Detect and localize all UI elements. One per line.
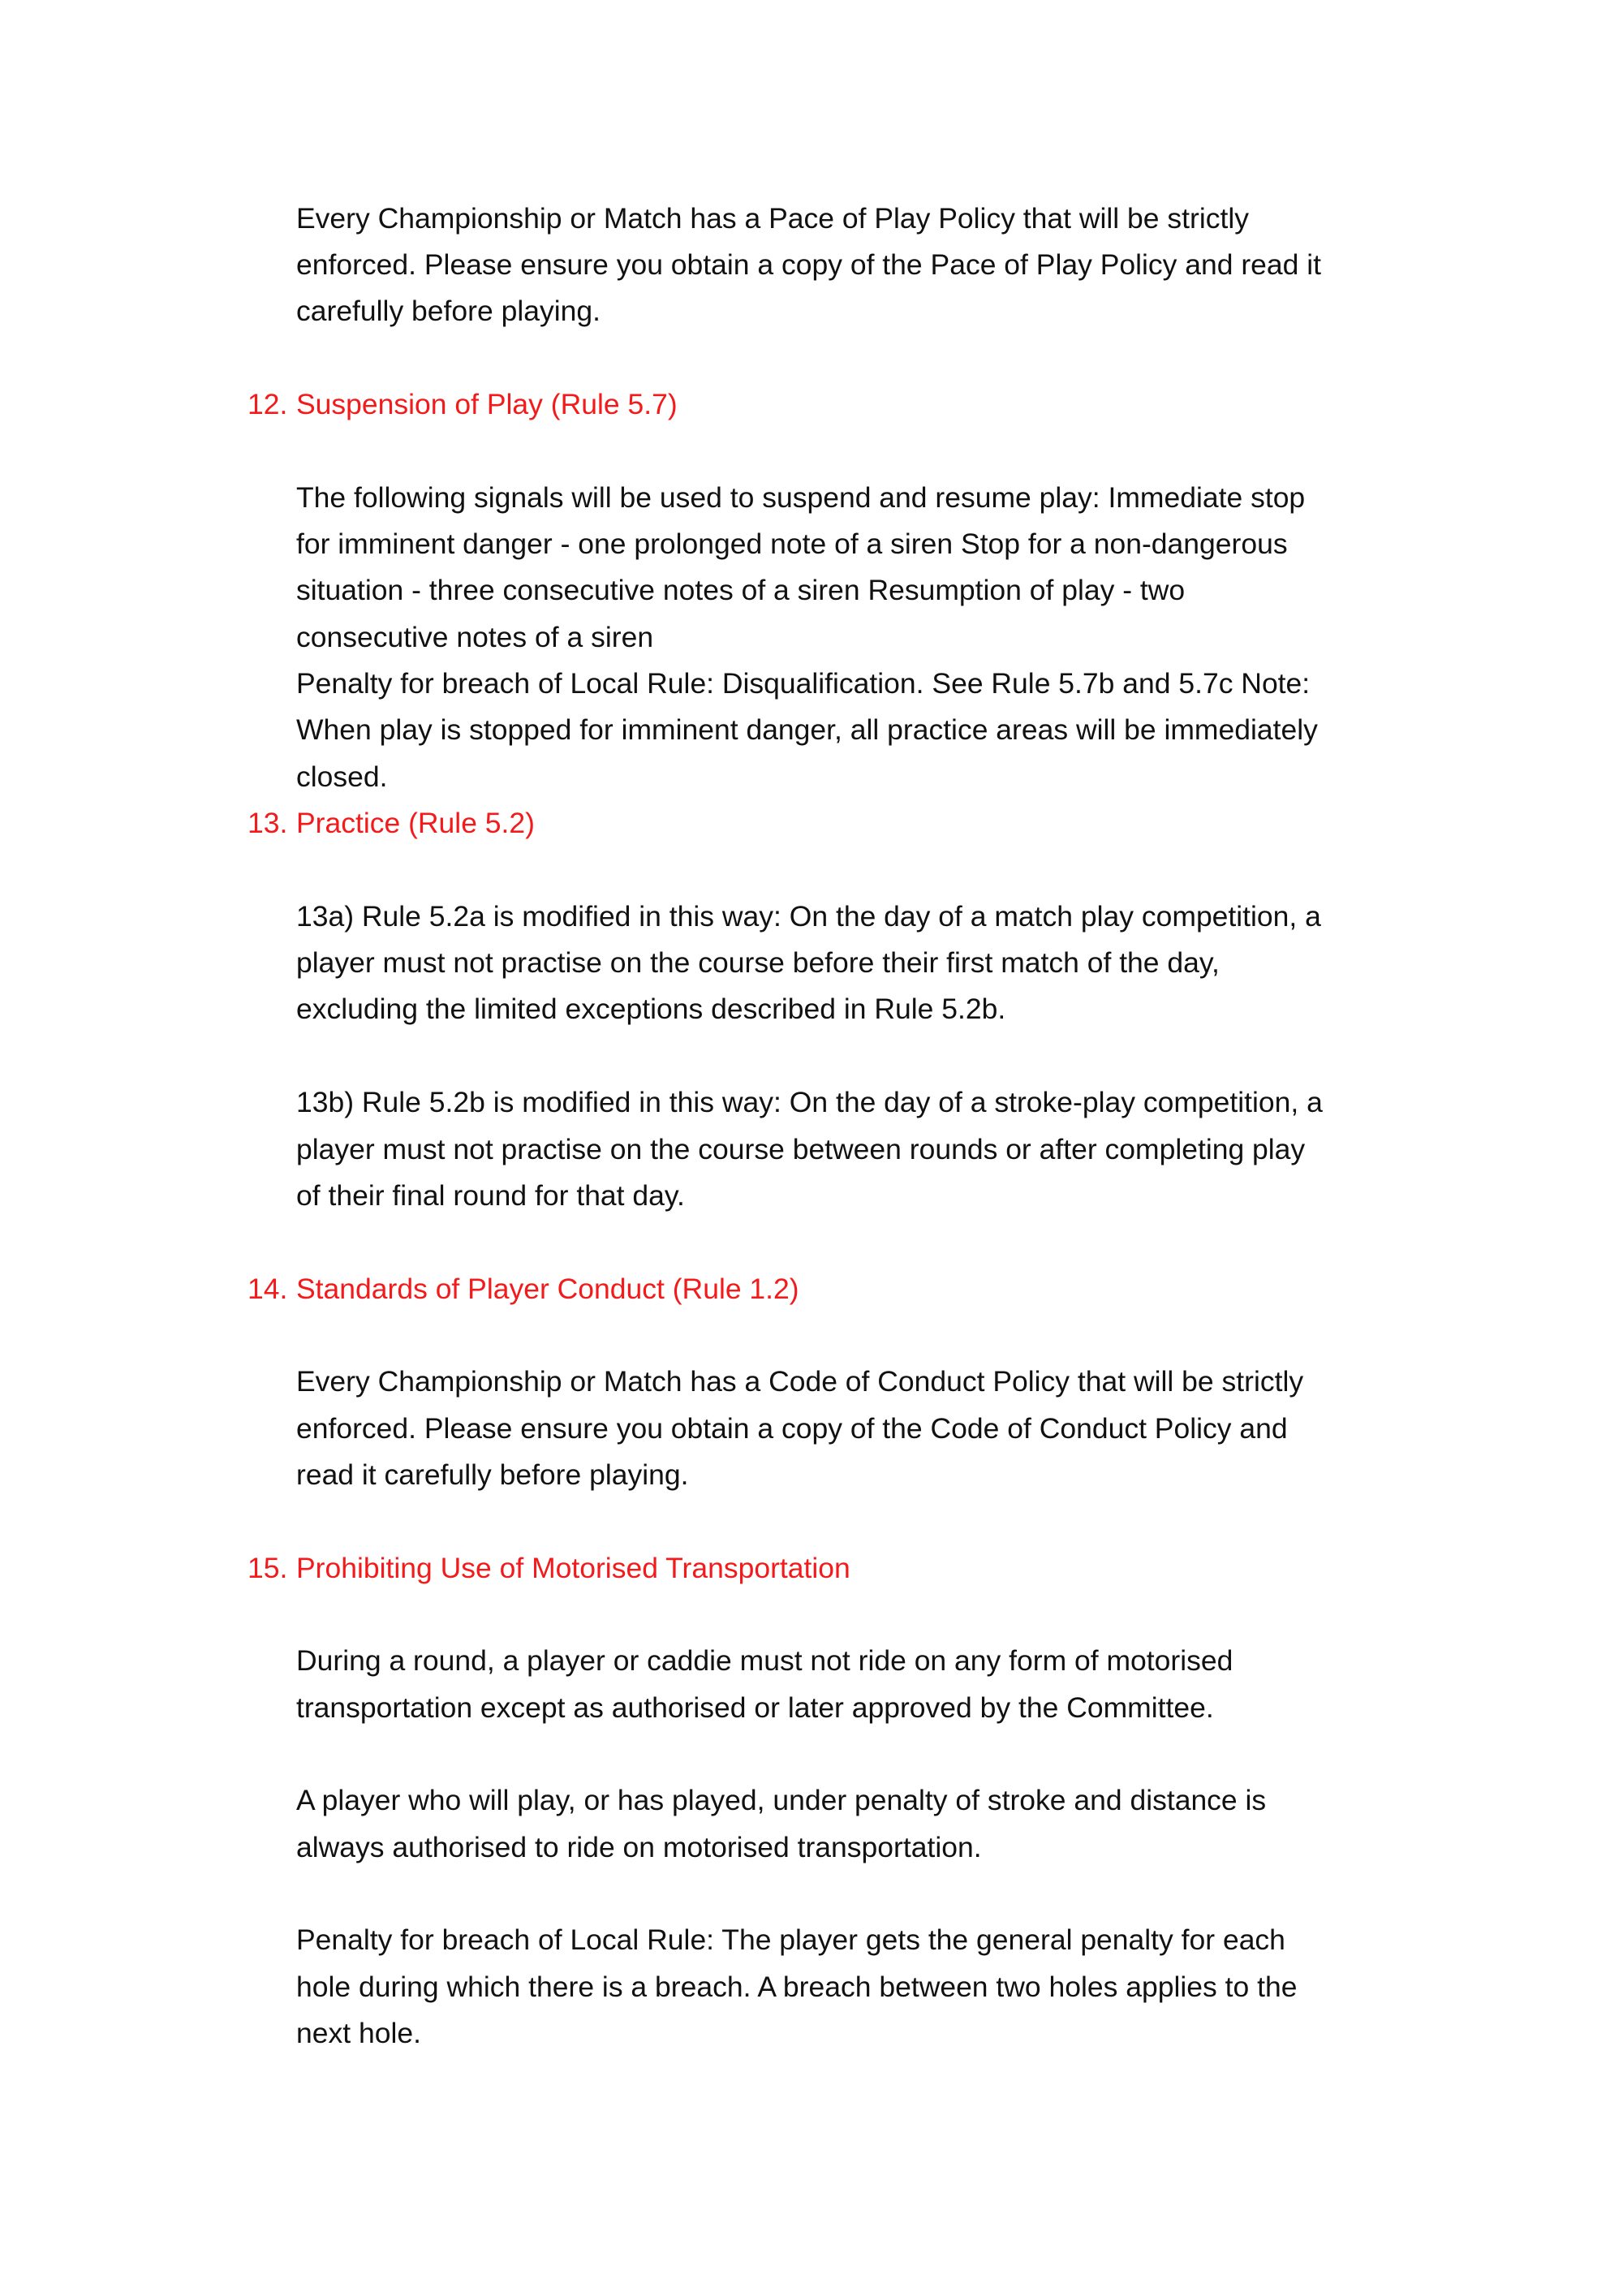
paragraph-line: closed. xyxy=(296,760,388,793)
paragraph-line: enforced. Please ensure you obtain a copy of the Code of Conduct Policy and xyxy=(296,1411,1288,1445)
paragraph-line: Penalty for breach of Local Rule: Disqualification. See Rule 5.7b and 5.7c Note: xyxy=(296,667,1311,700)
paragraph-line: read it carefully before playing. xyxy=(296,1458,689,1491)
paragraph-line: The following signals will be used to suspend and resume play: Immediate stop xyxy=(296,480,1306,514)
paragraph-line: player must not practise on the course before their first match of the day, xyxy=(296,946,1220,980)
paragraph-line: 13b) Rule 5.2b is modified in this way: On the day of a stroke-play competition, a xyxy=(296,1086,1323,1119)
section-number: 12. xyxy=(248,387,288,420)
paragraph-line: During a round, a player or caddie must not ride on any form of motorised xyxy=(296,1644,1233,1678)
section-heading xyxy=(248,1545,850,1592)
paragraph-line: of their final round for that day. xyxy=(296,1178,685,1212)
section-title: Suspension of Play (Rule 5.7) xyxy=(296,387,678,420)
section-title: Practice (Rule 5.2) xyxy=(296,807,535,840)
paragraph-line: next hole. xyxy=(296,2017,421,2050)
paragraph-line: When play is stopped for imminent danger, all practice areas will be immediately xyxy=(296,713,1318,747)
paragraph-line: transportation except as authorised or later approved by the Committee. xyxy=(296,1691,1214,1724)
paragraph-line: for imminent danger - one prolonged note of a siren Stop for a non-dangerous xyxy=(296,527,1288,560)
section-number: 14. xyxy=(248,1272,288,1305)
section-heading xyxy=(248,381,678,428)
paragraph-line: situation - three consecutive notes of a siren Resumption of play - two xyxy=(296,574,1186,607)
paragraph-line: Penalty for breach of Local Rule: The player gets the general penalty for each xyxy=(296,1923,1285,1957)
section-number: 15. xyxy=(248,1551,288,1584)
paragraph-line: 13a) Rule 5.2a is modified in this way: On the day of a match play competition, a xyxy=(296,899,1321,933)
paragraph-line: consecutive notes of a siren xyxy=(296,620,654,653)
section-title: Standards of Player Conduct (Rule 1.2) xyxy=(296,1272,799,1305)
paragraph-line: A player who will play, or has played, under penalty of stroke and distance is xyxy=(296,1784,1267,1817)
intro-paragraph-line: Every Championship or Match has a Pace of Play Policy that will be strictly xyxy=(296,201,1249,235)
section-number: 13. xyxy=(248,807,288,840)
paragraph-line: excluding the limited exceptions described in Rule 5.2b. xyxy=(296,993,1006,1026)
paragraph-line: player must not practise on the course between rounds or after completing play xyxy=(296,1132,1306,1165)
intro-paragraph-line: enforced. Please ensure you obtain a copy of the Pace of Play Policy and read it xyxy=(296,248,1322,281)
section-title: Prohibiting Use of Motorised Transportation xyxy=(296,1551,850,1584)
section-heading xyxy=(248,800,535,846)
paragraph-line: always authorised to ride on motorised transportation. xyxy=(296,1830,982,1863)
paragraph-line: Every Championship or Match has a Code of Conduct Policy that will be strictly xyxy=(296,1365,1304,1398)
intro-paragraph-line: carefully before playing. xyxy=(296,295,601,328)
section-heading xyxy=(248,1266,799,1312)
paragraph-line: hole during which there is a breach. A breach between two holes applies to the xyxy=(296,1970,1298,2003)
